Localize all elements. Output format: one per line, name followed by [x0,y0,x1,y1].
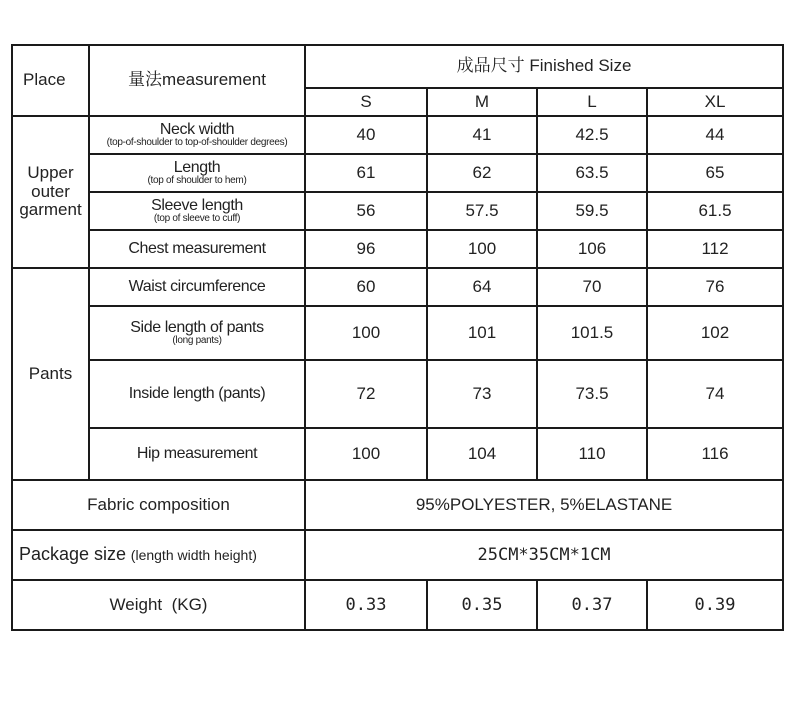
finished-size-header: 成品尺寸 Finished Size [305,45,783,88]
value-cell: 70 [537,268,647,306]
value-cell: 56 [305,192,427,230]
upper-label-line: garment [19,200,82,220]
measurement-cell [89,230,305,268]
fabric-value: 95%POLYESTER, 5%ELASTANE [305,480,783,530]
value-cell: 72 [305,360,427,428]
measurement-name: Waist circumference [128,278,266,295]
measurement-cell [89,360,305,428]
value-cell: 65 [647,154,783,192]
size-header-s: S [305,88,427,116]
weight-label: Weight (KG) [12,580,305,630]
value-cell: 73 [427,360,537,428]
weight-value: 0.35 [427,580,537,630]
value-cell: 100 [305,306,427,360]
table-row [12,306,783,360]
measurement-cell [89,428,305,480]
value-cell: 60 [305,268,427,306]
measurement-cell [89,306,305,360]
size-header-m: M [427,88,537,116]
value-cell: 62 [427,154,537,192]
pants-label: Pants [12,268,89,480]
value-cell: 61.5 [647,192,783,230]
value-cell: 110 [537,428,647,480]
size-header-xl: XL [647,88,783,116]
weight-row [12,580,783,630]
measurement-header: 量法measurement [89,45,305,116]
measurement-name: Chest measurement [128,240,266,257]
value-cell: 106 [537,230,647,268]
measurement-name: Inside length (pants) [128,385,266,402]
value-cell: 116 [647,428,783,480]
table-row [12,268,783,306]
value-cell: 76 [647,268,783,306]
table-row [12,192,783,230]
weight-value: 0.33 [305,580,427,630]
table-row [12,230,783,268]
measurement-note: (top-of-shoulder to top-of-shoulder degrees) [106,136,288,148]
value-cell: 64 [427,268,537,306]
table-row [12,428,783,480]
measurement-note: (top of shoulder to hem) [147,174,247,186]
upper-label-line: Upper [27,162,74,182]
header-row-top [12,45,783,88]
package-value: 25CM*35CM*1CM [305,530,783,580]
measurement-note: (long pants) [172,334,222,346]
value-cell: 57.5 [427,192,537,230]
value-cell: 100 [305,428,427,480]
measurement-name: Length [173,158,221,176]
value-cell: 100 [427,230,537,268]
measurement-name: Hip measurement [136,445,258,462]
value-cell: 101 [427,306,537,360]
value-cell: 112 [647,230,783,268]
value-cell: 59.5 [537,192,647,230]
size-chart-table [11,44,784,631]
fabric-label: Fabric composition [12,480,305,530]
weight-value: 0.39 [647,580,783,630]
value-cell: 74 [647,360,783,428]
package-note: (length width height) [130,547,257,564]
package-label-cell [12,530,305,580]
value-cell: 63.5 [537,154,647,192]
value-cell: 40 [305,116,427,154]
table-row [12,360,783,428]
size-header-l: L [537,88,647,116]
weight-value: 0.37 [537,580,647,630]
table-row [12,154,783,192]
value-cell: 102 [647,306,783,360]
package-row [12,530,783,580]
measurement-cell [89,116,305,154]
measurement-note: (top of sleeve to cuff) [153,212,241,224]
package-label: Package size [19,544,127,565]
value-cell: 96 [305,230,427,268]
upper-label-line: outer [31,181,70,201]
fabric-row [12,480,783,530]
value-cell: 41 [427,116,537,154]
measurement-cell [89,268,305,306]
measurement-cell [89,192,305,230]
value-cell: 44 [647,116,783,154]
measurement-cell [89,154,305,192]
table-row [12,116,783,154]
upper-garment-label [12,116,89,268]
measurement-name: Sleeve length [151,196,243,214]
measurement-name: Neck width [159,120,235,138]
place-header: Place [12,45,89,116]
value-cell: 42.5 [537,116,647,154]
value-cell: 73.5 [537,360,647,428]
value-cell: 101.5 [537,306,647,360]
value-cell: 104 [427,428,537,480]
measurement-name: Side length of pants [130,318,264,336]
value-cell: 61 [305,154,427,192]
